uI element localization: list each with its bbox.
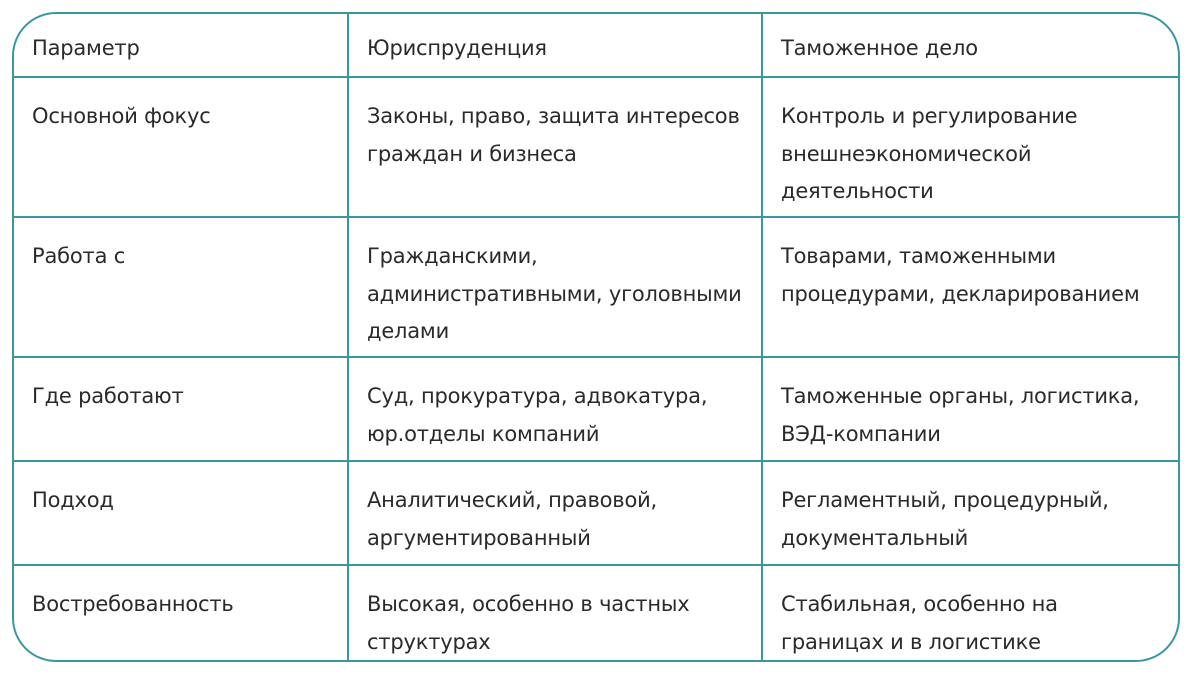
cell-line: Законы, право, защита интересов [367,104,740,128]
param-cell [14,217,348,357]
cell-line: делами [367,319,450,343]
cell-line: Регламентный, процедурный, [781,488,1109,512]
param-label: Востребованность [32,592,234,616]
cell-line: Высокая, особенно в частных [367,592,690,616]
table-row [14,565,1178,662]
header-cell-law [348,14,762,77]
cell-line: юр.отделы компаний [367,421,600,446]
table-row [14,217,1178,357]
param-cell [14,461,348,565]
param-cell [14,357,348,461]
customs-cell [762,565,1178,662]
cell-line: процедурами, декларированием [781,281,1140,306]
law-cell [348,461,762,565]
table-header-row [14,14,1178,77]
header-cell-customs [762,14,1178,77]
comparison-table-frame [12,12,1180,662]
customs-cell [762,77,1178,217]
header-cell-parameter [14,14,348,77]
law-cell [348,357,762,461]
cell-line: Товарами, таможенными [781,244,1056,268]
header-label: Параметр [32,36,140,60]
cell-line: аргументированный [367,525,591,550]
cell-line: Стабильная, особенно на [781,592,1058,616]
cell-line: Гражданскими, [367,244,538,268]
cell-line: Контроль и регулирование [781,104,1078,128]
cell-line: граждан и бизнеса [367,141,577,166]
law-cell [348,217,762,357]
cell-line: административными, уголовными [367,281,742,306]
table-row [14,461,1178,565]
table-row [14,77,1178,217]
comparison-table [14,14,1178,662]
param-label: Подход [32,488,114,512]
law-cell [348,565,762,662]
customs-cell [762,357,1178,461]
param-label: Работа с [32,244,126,268]
customs-cell [762,217,1178,357]
cell-line: структурах [367,629,491,654]
cell-line: границах и в логистике [781,629,1041,654]
cell-line: Суд, прокуратура, адвокатура, [367,384,708,408]
cell-line: деятельности [781,179,934,203]
customs-cell [762,461,1178,565]
header-label: Таможенное дело [781,36,978,60]
law-cell [348,77,762,217]
cell-line: Аналитический, правовой, [367,488,658,512]
param-cell [14,77,348,217]
param-cell [14,565,348,662]
cell-line: Таможенные органы, логистика, [781,384,1140,408]
cell-line: документальный [781,525,969,550]
header-label: Юриспруденция [367,36,547,60]
cell-line: внешнеэкономической [781,141,1032,166]
param-label: Где работают [32,384,184,408]
table-row [14,357,1178,461]
cell-line: ВЭД-компании [781,421,941,446]
param-label: Основной фокус [32,104,211,128]
